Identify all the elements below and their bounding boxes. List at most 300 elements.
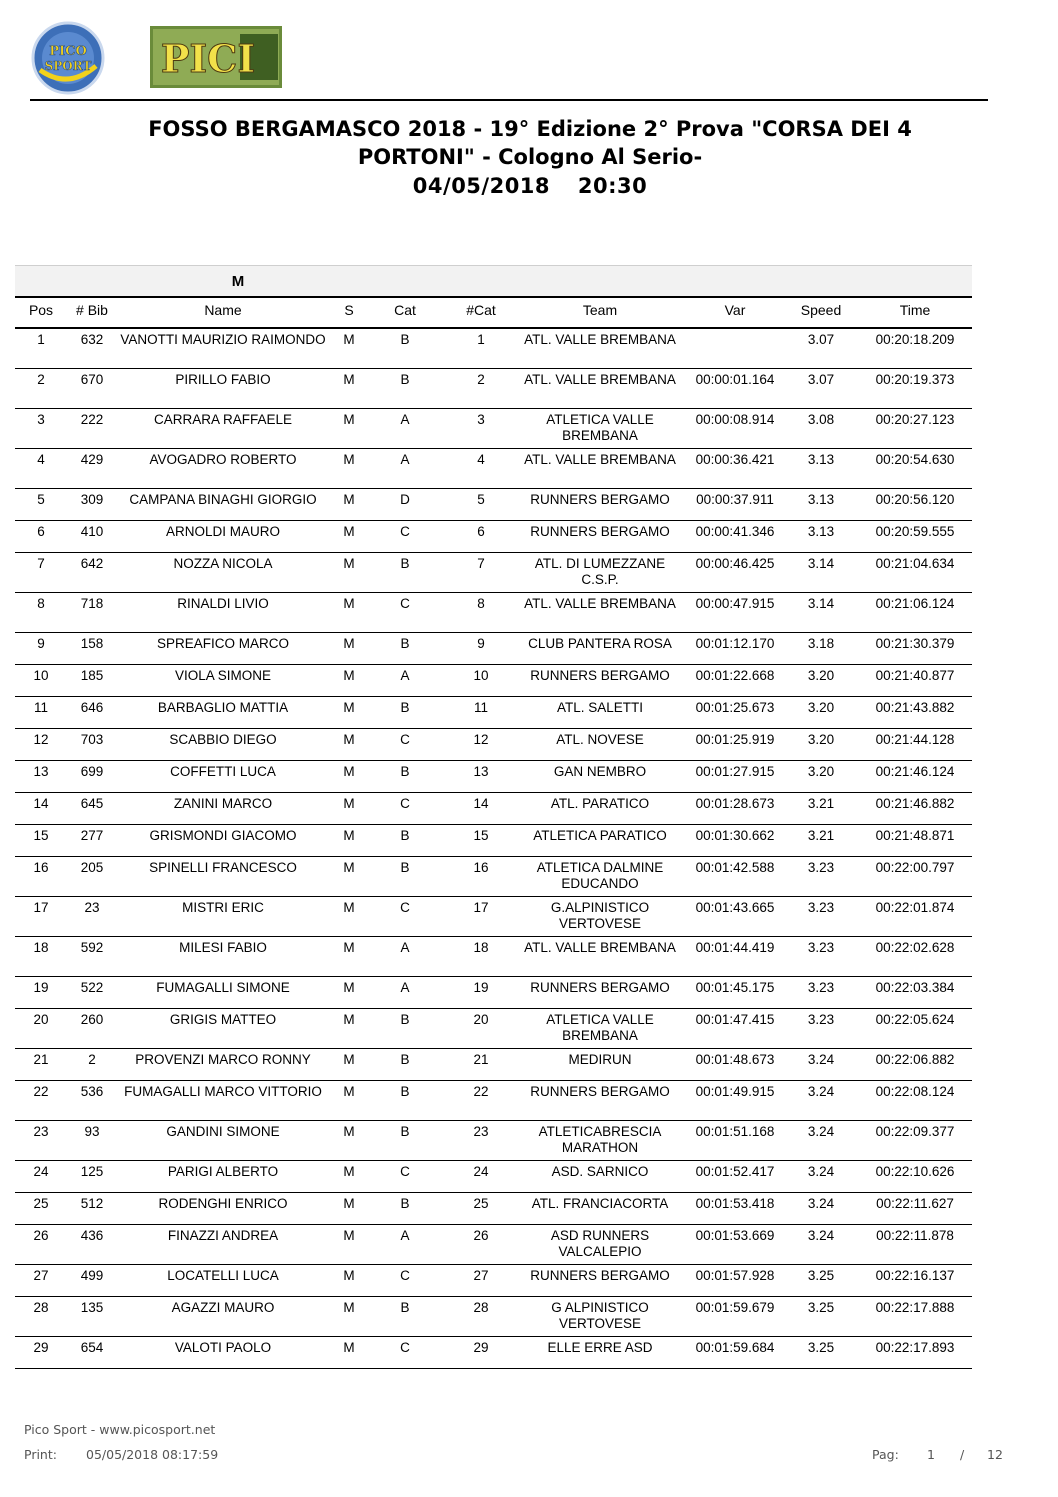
cell-pos: 27 bbox=[33, 1268, 49, 1283]
cell-speed: 3.07 bbox=[807, 332, 835, 347]
cell-s: M bbox=[343, 764, 355, 779]
table-row bbox=[15, 521, 972, 553]
cell-speed: 3.24 bbox=[807, 1124, 835, 1139]
cell-pos: 22 bbox=[33, 1084, 49, 1099]
cell-speed: 3.23 bbox=[807, 1012, 835, 1027]
cell-speed: 3.13 bbox=[807, 524, 835, 539]
cell-s: M bbox=[343, 372, 355, 387]
cell-cat: B bbox=[400, 828, 410, 843]
cell-bib: 699 bbox=[80, 764, 104, 779]
cell-time: 00:22:16.137 bbox=[875, 1268, 955, 1283]
cell-s: M bbox=[343, 492, 355, 507]
cell-ncat: 16 bbox=[473, 860, 489, 875]
cell-pos: 2 bbox=[37, 372, 45, 387]
col-name: Name bbox=[204, 302, 242, 318]
pico-sport-logo bbox=[30, 20, 106, 96]
cell-team: ATLETICABRESCIA MARATHON bbox=[538, 1124, 662, 1155]
cell-speed: 3.20 bbox=[807, 700, 835, 715]
cell-s: M bbox=[343, 1052, 355, 1067]
col-speed: Speed bbox=[800, 302, 842, 318]
cell-var: 00:00:36.421 bbox=[695, 452, 775, 467]
table-row bbox=[15, 1049, 972, 1081]
cell-var: 00:01:25.919 bbox=[695, 732, 775, 747]
cell-speed: 3.25 bbox=[807, 1340, 835, 1355]
table-row bbox=[15, 1297, 972, 1337]
cell-name: CARRARA RAFFAELE bbox=[153, 412, 293, 427]
cell-bib: 703 bbox=[80, 732, 104, 747]
cell-time: 00:22:11.627 bbox=[876, 1196, 954, 1211]
results-table-body bbox=[15, 329, 972, 1369]
cell-ncat: 7 bbox=[477, 556, 485, 571]
cell-bib: 2 bbox=[88, 1052, 96, 1067]
cell-time: 00:22:05.624 bbox=[875, 1012, 955, 1027]
cell-name: ZANINI MARCO bbox=[173, 796, 273, 811]
cell-bib: 205 bbox=[80, 860, 104, 875]
cell-speed: 3.21 bbox=[807, 796, 835, 811]
cell-var: 00:01:47.415 bbox=[695, 1012, 775, 1027]
cell-bib: 222 bbox=[80, 412, 104, 427]
cell-cat: B bbox=[400, 1012, 410, 1027]
cell-name: SPINELLI FRANCESCO bbox=[149, 860, 297, 875]
cell-cat: A bbox=[400, 980, 410, 995]
cell-team: ATL. VALLE BREMBANA bbox=[524, 596, 676, 611]
cell-cat: C bbox=[400, 1268, 410, 1283]
cell-s: M bbox=[343, 732, 355, 747]
cell-s: M bbox=[343, 1228, 355, 1243]
cell-team: ATL. VALLE BREMBANA bbox=[524, 372, 676, 387]
cell-time: 00:20:18.209 bbox=[875, 332, 955, 347]
cell-time: 00:20:19.373 bbox=[875, 372, 955, 387]
cell-s: M bbox=[343, 700, 355, 715]
svg-text:PICI: PICI bbox=[160, 36, 256, 81]
cell-name: PROVENZI MARCO RONNY bbox=[135, 1052, 311, 1067]
cell-s: M bbox=[343, 668, 355, 683]
cell-pos: 7 bbox=[37, 556, 45, 571]
cell-ncat: 12 bbox=[473, 732, 489, 747]
cell-time: 00:20:54.630 bbox=[875, 452, 955, 467]
cell-bib: 309 bbox=[80, 492, 104, 507]
cell-speed: 3.20 bbox=[807, 668, 835, 683]
cell-name: COFFETTI LUCA bbox=[170, 764, 276, 779]
cell-team: ASD RUNNERS VALCALEPIO bbox=[550, 1228, 650, 1259]
cell-name: VIOLA SIMONE bbox=[174, 668, 272, 683]
cell-s: M bbox=[343, 524, 355, 539]
cell-team: ATL. PARATICO bbox=[550, 796, 650, 811]
cell-ncat: 24 bbox=[473, 1164, 489, 1179]
table-row bbox=[15, 729, 972, 761]
cell-time: 00:22:11.878 bbox=[876, 1228, 954, 1243]
cell-bib: 718 bbox=[80, 596, 104, 611]
cell-pos: 1 bbox=[37, 332, 45, 347]
cell-name: RINALDI LIVIO bbox=[177, 596, 269, 611]
cell-name: RODENGHI ENRICO bbox=[158, 1196, 288, 1211]
table-row bbox=[15, 665, 972, 697]
table-row bbox=[15, 1121, 972, 1161]
cell-cat: B bbox=[400, 372, 410, 387]
cell-s: M bbox=[343, 1084, 355, 1099]
cell-bib: 632 bbox=[80, 332, 104, 347]
cell-pos: 25 bbox=[33, 1196, 49, 1211]
cell-ncat: 23 bbox=[473, 1124, 489, 1139]
table-row bbox=[15, 1225, 972, 1265]
cell-ncat: 25 bbox=[473, 1196, 489, 1211]
cell-ncat: 5 bbox=[477, 492, 485, 507]
table-row bbox=[15, 449, 972, 489]
cell-team: GAN NEMBRO bbox=[553, 764, 647, 779]
cell-speed: 3.24 bbox=[807, 1084, 835, 1099]
cell-team: ATLETICA VALLE BREMBANA bbox=[546, 1012, 654, 1043]
table-row bbox=[15, 761, 972, 793]
cell-cat: A bbox=[400, 940, 410, 955]
cell-bib: 512 bbox=[80, 1196, 104, 1211]
cell-ncat: 22 bbox=[473, 1084, 489, 1099]
cell-ncat: 2 bbox=[477, 372, 485, 387]
header-rule bbox=[30, 99, 988, 101]
cell-name: PARIGI ALBERTO bbox=[167, 1164, 279, 1179]
cell-var: 00:01:25.673 bbox=[695, 700, 775, 715]
cell-var: 00:01:59.684 bbox=[695, 1340, 775, 1355]
cell-ncat: 17 bbox=[473, 900, 489, 915]
cell-team: ATLETICA DALMINE EDUCANDO bbox=[536, 860, 664, 891]
cell-cat: B bbox=[400, 1084, 410, 1099]
cell-cat: B bbox=[400, 860, 410, 875]
cell-var: 00:01:53.669 bbox=[695, 1228, 775, 1243]
cell-speed: 3.07 bbox=[807, 372, 835, 387]
cell-time: 00:21:43.882 bbox=[875, 700, 955, 715]
cell-s: M bbox=[343, 452, 355, 467]
cell-time: 00:20:56.120 bbox=[875, 492, 955, 507]
cell-cat: B bbox=[400, 1124, 410, 1139]
cell-cat: C bbox=[400, 1164, 410, 1179]
cell-time: 00:21:46.124 bbox=[875, 764, 955, 779]
table-row bbox=[15, 697, 972, 729]
cell-cat: B bbox=[400, 636, 410, 651]
table-header bbox=[15, 297, 972, 329]
cell-var: 00:01:52.417 bbox=[695, 1164, 775, 1179]
cell-cat: A bbox=[400, 412, 410, 427]
cell-name: AGAZZI MAURO bbox=[171, 1300, 275, 1315]
cell-time: 00:20:27.123 bbox=[875, 412, 955, 427]
cell-bib: 592 bbox=[80, 940, 104, 955]
col-ncat: #Cat bbox=[466, 302, 496, 318]
cell-time: 00:22:06.882 bbox=[875, 1052, 955, 1067]
cell-pos: 10 bbox=[33, 668, 49, 683]
footer-site: Pico Sport - www.picosport.net bbox=[24, 1422, 216, 1437]
cell-bib: 670 bbox=[80, 372, 104, 387]
table-row bbox=[15, 1081, 972, 1121]
cell-pos: 6 bbox=[37, 524, 45, 539]
footer-print-label: Print: bbox=[24, 1447, 57, 1462]
cell-var: 00:01:28.673 bbox=[695, 796, 775, 811]
cell-ncat: 28 bbox=[473, 1300, 489, 1315]
col-team: Team bbox=[582, 302, 618, 318]
cell-pos: 24 bbox=[33, 1164, 49, 1179]
cell-team: RUNNERS BERGAMO bbox=[530, 668, 670, 683]
cell-var: 00:01:53.418 bbox=[695, 1196, 775, 1211]
cell-time: 00:22:00.797 bbox=[875, 860, 955, 875]
cell-cat: B bbox=[400, 700, 410, 715]
table-row bbox=[15, 825, 972, 857]
cell-pos: 4 bbox=[37, 452, 45, 467]
cell-ncat: 3 bbox=[477, 412, 485, 427]
cell-team: RUNNERS BERGAMO bbox=[530, 1084, 670, 1099]
table-row bbox=[15, 593, 972, 633]
cell-team: G.ALPINISTICO VERTOVESE bbox=[550, 900, 650, 931]
cell-speed: 3.13 bbox=[807, 492, 835, 507]
cell-ncat: 20 bbox=[473, 1012, 489, 1027]
cell-time: 00:21:04.634 bbox=[875, 556, 955, 571]
cell-s: M bbox=[343, 796, 355, 811]
cell-s: M bbox=[343, 596, 355, 611]
cell-team: ATL. NOVESE bbox=[556, 732, 644, 747]
cell-s: M bbox=[343, 1268, 355, 1283]
cell-time: 00:22:08.124 bbox=[875, 1084, 955, 1099]
title-line-2: PORTONI" - Cologno Al Serio- bbox=[357, 145, 703, 169]
cell-name: FUMAGALLI SIMONE bbox=[156, 980, 290, 995]
cell-time: 00:22:02.628 bbox=[875, 940, 955, 955]
cell-pos: 17 bbox=[33, 900, 49, 915]
table-row bbox=[15, 329, 972, 369]
col-bib: # Bib bbox=[76, 302, 108, 318]
col-var: Var bbox=[724, 302, 746, 318]
cell-s: M bbox=[343, 412, 355, 427]
cell-bib: 93 bbox=[84, 1124, 100, 1139]
table-row bbox=[15, 369, 972, 409]
table-row bbox=[15, 937, 972, 977]
cell-cat: B bbox=[400, 1196, 410, 1211]
cell-var: 00:00:46.425 bbox=[695, 556, 775, 571]
cell-s: M bbox=[343, 1124, 355, 1139]
cell-ncat: 19 bbox=[473, 980, 489, 995]
cell-pos: 21 bbox=[33, 1052, 49, 1067]
cell-pos: 26 bbox=[33, 1228, 49, 1243]
cell-pos: 12 bbox=[33, 732, 49, 747]
cell-speed: 3.20 bbox=[807, 764, 835, 779]
event-date: 04/05/2018 bbox=[412, 174, 551, 198]
cell-speed: 3.14 bbox=[807, 596, 835, 611]
cell-name: SPREAFICO MARCO bbox=[156, 636, 289, 651]
table-row bbox=[15, 1265, 972, 1297]
cell-speed: 3.23 bbox=[807, 900, 835, 915]
cell-var: 00:00:37.911 bbox=[696, 492, 774, 507]
cell-ncat: 29 bbox=[473, 1340, 489, 1355]
cell-name: FUMAGALLI MARCO VITTORIO bbox=[124, 1084, 322, 1099]
cell-pos: 28 bbox=[33, 1300, 49, 1315]
col-time: Time bbox=[899, 302, 931, 318]
pici-logo bbox=[150, 26, 282, 88]
cell-ncat: 4 bbox=[477, 452, 485, 467]
svg-text:PICO: PICO bbox=[49, 44, 87, 59]
group-label: M bbox=[231, 273, 245, 290]
cell-time: 00:21:30.379 bbox=[875, 636, 955, 651]
cell-team: ATL. DI LUMEZZANE C.S.P. bbox=[534, 556, 666, 587]
cell-time: 00:21:44.128 bbox=[875, 732, 955, 747]
cell-team: ATLETICA VALLE BREMBANA bbox=[546, 412, 654, 443]
cell-speed: 3.18 bbox=[807, 636, 835, 651]
cell-speed: 3.14 bbox=[807, 556, 835, 571]
cell-var: 00:01:57.928 bbox=[695, 1268, 775, 1283]
cell-cat: B bbox=[400, 764, 410, 779]
cell-bib: 260 bbox=[80, 1012, 104, 1027]
cell-bib: 125 bbox=[80, 1164, 104, 1179]
cell-ncat: 6 bbox=[477, 524, 485, 539]
cell-time: 00:21:40.877 bbox=[875, 668, 955, 683]
cell-s: M bbox=[343, 1300, 355, 1315]
cell-team: ATL. VALLE BREMBANA bbox=[524, 452, 676, 467]
cell-var: 00:01:59.679 bbox=[695, 1300, 775, 1315]
cell-time: 00:22:17.893 bbox=[875, 1340, 955, 1355]
event-time: 20:30 bbox=[577, 174, 648, 198]
cell-bib: 23 bbox=[84, 900, 100, 915]
cell-bib: 642 bbox=[80, 556, 104, 571]
cell-team: ATL. VALLE BREMBANA bbox=[524, 940, 676, 955]
cell-cat: A bbox=[400, 668, 410, 683]
cell-speed: 3.24 bbox=[807, 1052, 835, 1067]
cell-pos: 20 bbox=[33, 1012, 49, 1027]
cell-speed: 3.24 bbox=[807, 1228, 835, 1243]
cell-var: 00:01:12.170 bbox=[695, 636, 775, 651]
cell-bib: 499 bbox=[80, 1268, 104, 1283]
cell-team: RUNNERS BERGAMO bbox=[530, 492, 670, 507]
cell-s: M bbox=[343, 860, 355, 875]
cell-team: RUNNERS BERGAMO bbox=[530, 980, 670, 995]
cell-s: M bbox=[343, 1196, 355, 1211]
cell-cat: C bbox=[400, 732, 410, 747]
table-row bbox=[15, 1009, 972, 1049]
footer-print-value: 05/05/2018 08:17:59 bbox=[86, 1447, 219, 1462]
cell-time: 00:22:01.874 bbox=[875, 900, 955, 915]
table-row bbox=[15, 1161, 972, 1193]
cell-s: M bbox=[343, 1012, 355, 1027]
cell-team: G ALPINISTICO VERTOVESE bbox=[551, 1300, 649, 1331]
cell-bib: 645 bbox=[80, 796, 104, 811]
cell-name: CAMPANA BINAGHI GIORGIO bbox=[129, 492, 317, 507]
cell-bib: 536 bbox=[80, 1084, 104, 1099]
cell-cat: C bbox=[400, 796, 410, 811]
cell-var: 00:01:27.915 bbox=[695, 764, 775, 779]
cell-var: 00:00:01.164 bbox=[695, 372, 775, 387]
cell-cat: A bbox=[400, 1228, 410, 1243]
cell-pos: 9 bbox=[37, 636, 45, 651]
cell-time: 00:21:06.124 bbox=[875, 596, 955, 611]
cell-cat: C bbox=[400, 900, 410, 915]
cell-speed: 3.23 bbox=[807, 980, 835, 995]
cell-team: CLUB PANTERA ROSA bbox=[528, 636, 672, 651]
col-pos: Pos bbox=[28, 302, 54, 318]
cell-name: MILESI FABIO bbox=[179, 940, 267, 955]
cell-team: RUNNERS BERGAMO bbox=[530, 1268, 670, 1283]
table-row bbox=[15, 897, 972, 937]
cell-time: 00:22:17.888 bbox=[875, 1300, 955, 1315]
cell-pos: 29 bbox=[33, 1340, 49, 1355]
cell-cat: B bbox=[400, 556, 410, 571]
cell-ncat: 1 bbox=[477, 332, 485, 347]
cell-bib: 646 bbox=[80, 700, 104, 715]
cell-speed: 3.24 bbox=[807, 1196, 835, 1211]
cell-pos: 19 bbox=[33, 980, 49, 995]
table-row bbox=[15, 977, 972, 1009]
group-header bbox=[15, 265, 972, 298]
cell-pos: 3 bbox=[37, 412, 45, 427]
cell-var: 00:00:47.915 bbox=[695, 596, 775, 611]
cell-name: GRISMONDI GIACOMO bbox=[149, 828, 297, 843]
cell-name: FINAZZI ANDREA bbox=[167, 1228, 279, 1243]
cell-ncat: 14 bbox=[473, 796, 489, 811]
cell-s: M bbox=[343, 980, 355, 995]
cell-bib: 158 bbox=[80, 636, 104, 651]
cell-name: MISTRI ERIC bbox=[182, 900, 264, 915]
cell-name: GANDINI SIMONE bbox=[166, 1124, 280, 1139]
table-row bbox=[15, 633, 972, 665]
cell-var: 00:01:45.175 bbox=[695, 980, 775, 995]
cell-team: ASD. SARNICO bbox=[551, 1164, 649, 1179]
cell-team: MEDIRUN bbox=[568, 1052, 632, 1067]
cell-cat: D bbox=[400, 492, 410, 507]
cell-speed: 3.24 bbox=[807, 1164, 835, 1179]
cell-name: GRIGIS MATTEO bbox=[169, 1012, 277, 1027]
cell-pos: 8 bbox=[37, 596, 45, 611]
cell-team: ATL. VALLE BREMBANA bbox=[524, 332, 676, 347]
footer-page-total: 12 bbox=[987, 1447, 1003, 1462]
footer-page-label: Pag: bbox=[872, 1447, 899, 1462]
cell-speed: 3.13 bbox=[807, 452, 835, 467]
cell-name: LOCATELLI LUCA bbox=[167, 1268, 279, 1283]
table-row bbox=[15, 553, 972, 593]
cell-time: 00:22:03.384 bbox=[875, 980, 955, 995]
footer-page-sep: / bbox=[960, 1447, 965, 1462]
table-row bbox=[15, 857, 972, 897]
cell-speed: 3.23 bbox=[807, 860, 835, 875]
cell-s: M bbox=[343, 636, 355, 651]
cell-pos: 16 bbox=[33, 860, 49, 875]
cell-var: 00:01:51.168 bbox=[695, 1124, 775, 1139]
cell-var: 00:00:41.346 bbox=[695, 524, 775, 539]
cell-time: 00:22:09.377 bbox=[875, 1124, 955, 1139]
cell-ncat: 8 bbox=[477, 596, 485, 611]
svg-text:SPORT: SPORT bbox=[44, 59, 92, 73]
cell-cat: C bbox=[400, 1340, 410, 1355]
cell-pos: 23 bbox=[33, 1124, 49, 1139]
cell-s: M bbox=[343, 1164, 355, 1179]
cell-s: M bbox=[343, 940, 355, 955]
cell-var: 00:01:30.662 bbox=[695, 828, 775, 843]
cell-ncat: 15 bbox=[473, 828, 489, 843]
table-row bbox=[15, 793, 972, 825]
cell-ncat: 18 bbox=[473, 940, 489, 955]
cell-team: ELLE ERRE ASD bbox=[547, 1340, 653, 1355]
cell-var: 00:00:08.914 bbox=[695, 412, 775, 427]
cell-name: ARNOLDI MAURO bbox=[165, 524, 280, 539]
cell-var: 00:01:44.419 bbox=[695, 940, 775, 955]
cell-cat: B bbox=[400, 332, 410, 347]
cell-time: 00:21:48.871 bbox=[875, 828, 955, 843]
cell-time: 00:22:10.626 bbox=[875, 1164, 955, 1179]
cell-bib: 522 bbox=[80, 980, 104, 995]
cell-speed: 3.21 bbox=[807, 828, 835, 843]
cell-bib: 654 bbox=[80, 1340, 104, 1355]
table-row bbox=[15, 409, 972, 449]
cell-ncat: 13 bbox=[473, 764, 489, 779]
cell-s: M bbox=[343, 556, 355, 571]
cell-pos: 15 bbox=[33, 828, 49, 843]
cell-speed: 3.08 bbox=[807, 412, 835, 427]
cell-ncat: 9 bbox=[477, 636, 485, 651]
footer-page-current: 1 bbox=[927, 1447, 935, 1462]
cell-speed: 3.20 bbox=[807, 732, 835, 747]
cell-pos: 14 bbox=[33, 796, 49, 811]
cell-name: VALOTI PAOLO bbox=[174, 1340, 272, 1355]
cell-s: M bbox=[343, 828, 355, 843]
